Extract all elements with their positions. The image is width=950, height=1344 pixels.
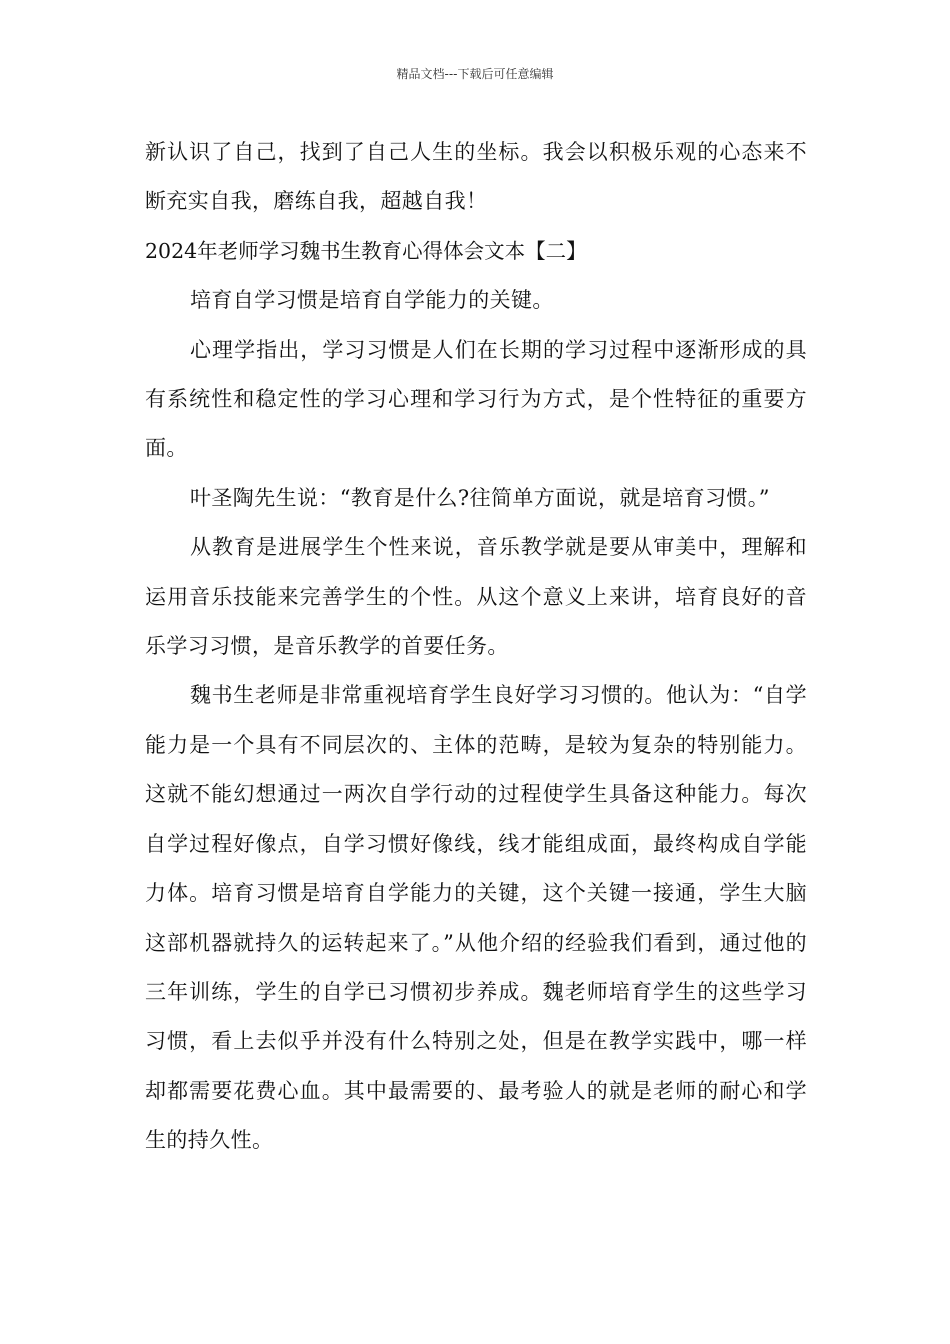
section-title: 2024年老师学习魏书生教育心得体会文本【二】 [145,238,587,263]
paragraph-thesis: 培育自学习惯是培育自学能力的关键。 [190,288,554,313]
page-header: 精品文档---下载后可任意编辑 [396,67,554,81]
paragraph-wei-shusheng: 魏书生老师是非常重视培育学生良好学习习惯的。他认为：“自学能力是一个具有不同层次的、主体的范畴，是较为复杂的特别能力。这就不能幻想通过一两次自学行动的过程使学生具备这种能力。每次自学过程好像点，自学习惯好像线，线才能组成面，最终构成自学能力体。培育习惯是培育自学能力的关键，这个关键一接通，学生大脑这部机器就持久的运转起来了。”从他介绍的经验我们看到，通过他的三年训练，学生的自学已习惯初步养成。魏老师培育学生的这些学习习惯，看上去似乎并没有什么特别之处，但是在教学实践中，哪一样却都需要花费心血。其中最需要的、最考验人的就是老师的耐心和学生的持久性。 [145,683,807,1153]
paragraph-music-education: 从教育是进展学生个性来说，音乐教学就是要从审美中，理解和运用音乐技能来完善学生的个性。从这个意义上来讲，培育良好的音乐学习习惯，是音乐教学的首要任务。 [145,535,807,659]
paragraph-quote: 叶圣陶先生说：“教育是什么?往简单方面说，就是培育习惯。” [190,485,770,510]
paragraph-psychology: 心理学指出，学习习惯是人们在长期的学习过程中逐渐形成的具有系统性和稳定性的学习心理和学习行为方式，是个性特征的重要方面。 [145,337,807,461]
paragraph-continuation: 新认识了自己，找到了自己人生的坐标。我会以积极乐观的心态来不断充实自我，磨练自我，超越自我！ [145,140,807,214]
document-body [145,128,807,1166]
